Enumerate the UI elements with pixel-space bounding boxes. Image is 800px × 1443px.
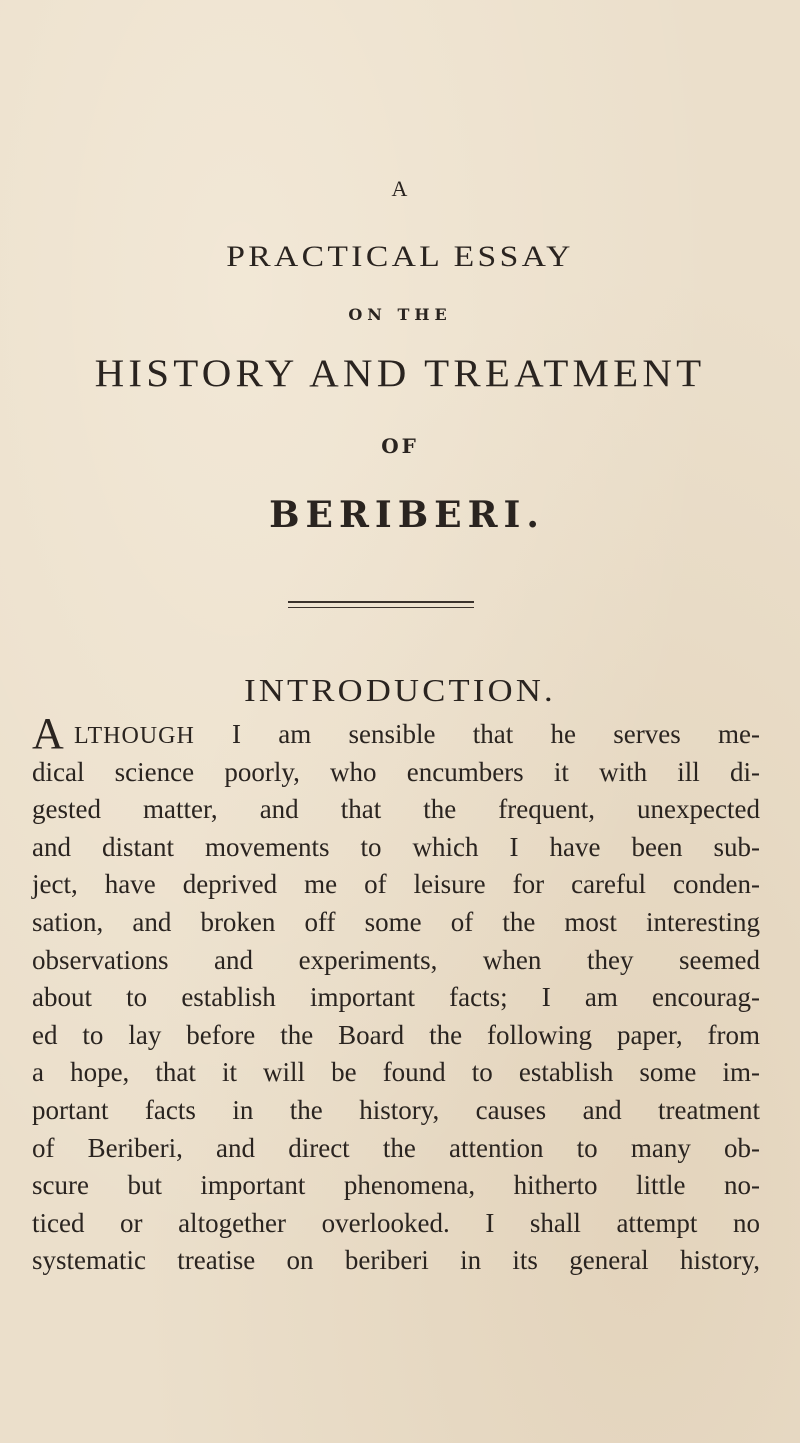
body-line: a hope, that it will be found to establish some im- xyxy=(32,1057,760,1088)
body-line: systematic treatise on beriberi in its general history, xyxy=(32,1245,760,1276)
title-divider-rule xyxy=(288,601,474,608)
title-line-of: OF xyxy=(381,434,419,458)
first-word-smallcaps: LTHOUGH xyxy=(74,723,195,749)
first-line-text xyxy=(74,716,760,756)
drop-cap: A xyxy=(32,709,64,758)
body-line: sation, and broken off some of the most interesting xyxy=(32,906,760,937)
section-heading-introduction: INTRODUCTION. xyxy=(244,672,556,708)
title-line-practical-essay: PRACTICAL ESSAY xyxy=(226,240,574,273)
body-line: scure but important phenomena, hitherto little no- xyxy=(32,1170,760,1201)
body-paragraph xyxy=(32,709,760,1280)
body-line: portant facts in the history, causes and treatment xyxy=(32,1094,760,1125)
body-line: dical science poorly, who encumbers it with ill di- xyxy=(32,756,760,787)
body-first-line xyxy=(32,709,760,758)
first-line-rest: I am sensible that he serves me- xyxy=(194,719,760,749)
body-line: observations and experiments, when they seemed xyxy=(32,944,760,975)
body-line: gested matter, and that the frequent, unexpected xyxy=(32,794,760,825)
body-line: of Beriberi, and direct the attention to many ob- xyxy=(32,1132,760,1163)
title-line-history-and-treatment: HISTORY AND TREATMENT xyxy=(94,352,706,395)
body-line: ticed or altogether overlooked. I shall attempt no xyxy=(32,1207,760,1238)
title-line-on-the: ON THE xyxy=(348,305,452,324)
body-line: about to establish important facts; I am encourag- xyxy=(32,982,760,1013)
body-line: ed to lay before the Board the following paper, from xyxy=(32,1019,760,1050)
body-line: and distant movements to which I have been sub- xyxy=(32,831,760,862)
title-line-beriberi: BERIBERI. xyxy=(269,494,545,536)
body-line: ject, have deprived me of leisure for careful conden- xyxy=(32,869,760,900)
title-article: A xyxy=(391,176,409,201)
